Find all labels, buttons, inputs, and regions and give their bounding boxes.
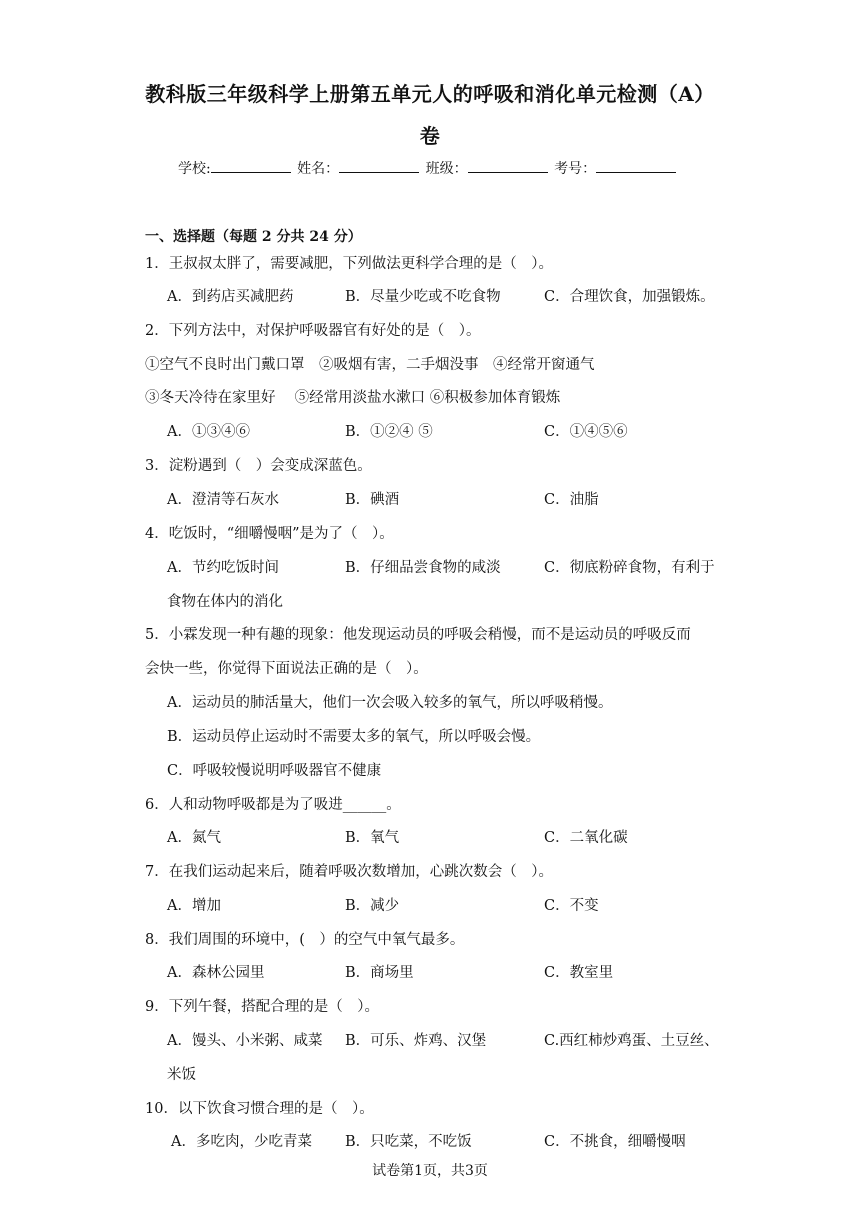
option-a: A．①③④⑥ <box>167 424 250 440</box>
option-a: A．多吃肉，少吃青菜 <box>171 1134 312 1150</box>
question-8: 8．我们周围的环境中，( ）的空气中氧气最多。 <box>145 932 465 948</box>
option-a: A．增加 <box>167 898 221 914</box>
question-9: 9．下列午餐，搭配合理的是（ ）。 <box>145 999 379 1015</box>
option-c: C．不变 <box>544 898 599 914</box>
question-7: 7．在我们运动起来后，随着呼吸次数增加，心跳次数会（ ）。 <box>145 864 553 880</box>
name-field[interactable] <box>339 160 419 173</box>
section-heading: 一、选择题（每题 2 分共 24 分） <box>145 229 362 245</box>
question-4: 4．吃饭时，“细嚼慢咽”是为了（ ）。 <box>145 526 394 542</box>
option-c: C．不挑食，细嚼慢咽 <box>544 1134 686 1150</box>
question-9-option-c-cont: 米饭 <box>167 1067 196 1083</box>
option-c: C．彻底粉碎食物，有利于 <box>544 560 715 576</box>
question-6: 6．人和动物呼吸都是为了吸进______。 <box>145 797 401 813</box>
option-b: B．氧气 <box>345 830 400 846</box>
class-field[interactable] <box>468 160 548 173</box>
option-a: A．森林公园里 <box>167 965 265 981</box>
question-5-option-a: A．运动员的肺活量大，他们一次会吸入较多的氧气，所以呼吸稍慢。 <box>167 695 613 711</box>
student-info-row <box>178 158 678 178</box>
question-5-option-c: C．呼吸较慢说明呼吸器官不健康 <box>167 763 382 779</box>
question-2: 2．下列方法中，对保护呼吸器官有好处的是（ ）。 <box>145 323 481 339</box>
name-label: 姓名： <box>297 161 340 177</box>
question-5-cont: 会快一些，你觉得下面说法正确的是（ ）。 <box>145 661 428 677</box>
exam-title-cont: 卷 <box>419 124 441 148</box>
option-c: C.西红柿炒鸡蛋、土豆丝、 <box>544 1033 719 1049</box>
option-b: B．尽量少吃或不吃食物 <box>345 289 501 305</box>
option-c: C．①④⑤⑥ <box>544 424 628 440</box>
option-a: A．氮气 <box>167 830 221 846</box>
question-1: 1．王叔叔太胖了，需要减肥，下列做法更科学合理的是（ ）。 <box>145 256 553 272</box>
option-a: A．到药店买减肥药 <box>167 289 294 305</box>
question-4-option-c-cont: 食物在体内的消化 <box>167 594 283 610</box>
option-c: C．油脂 <box>544 492 599 508</box>
option-c: C．二氧化碳 <box>544 830 628 846</box>
option-a: A．澄清等石灰水 <box>167 492 279 508</box>
exam-no-label: 考号： <box>554 161 597 177</box>
question-10: 10．以下饮食习惯合理的是（ ）。 <box>145 1101 374 1117</box>
option-c: C．合理饮食，加强锻炼。 <box>544 289 715 305</box>
exam-no-field[interactable] <box>596 160 676 173</box>
question-5: 5．小霖发现一种有趣的现象：他发现运动员的呼吸会稍慢，而不是运动员的呼吸反而 <box>145 627 691 643</box>
page-footer: 试卷第1页，共3页 <box>372 1163 488 1179</box>
option-b: B．仔细品尝食物的咸淡 <box>345 560 501 576</box>
option-b: B．①②④ ⑤ <box>345 424 433 440</box>
question-3: 3．淀粉遇到（ ）会变成深蓝色。 <box>145 458 372 474</box>
question-2-items-2: ③冬天冷待在家里好 ⑤经常用淡盐水漱口 ⑥积极参加体育锻炼 <box>145 390 561 406</box>
class-label: 班级： <box>425 161 468 177</box>
school-label: 学校: <box>178 161 211 177</box>
question-5-option-b: B．运动员停止运动时不需要太多的氧气，所以呼吸会慢。 <box>167 729 541 745</box>
school-field[interactable] <box>211 160 291 173</box>
option-c: C．教室里 <box>544 965 614 981</box>
question-2-items-1: ①空气不良时出门戴口罩 ②吸烟有害，二手烟没事 ④经常开窗通气 <box>145 357 595 373</box>
option-a: A．节约吃饭时间 <box>167 560 279 576</box>
option-b: B．可乐、炸鸡、汉堡 <box>345 1033 487 1049</box>
option-b: B．商场里 <box>345 965 414 981</box>
option-b: B．减少 <box>345 898 400 914</box>
exam-title: 教科版三年级科学上册第五单元人的呼吸和消化单元检测（A） <box>145 82 715 106</box>
option-b: B．只吃菜，不吃饭 <box>345 1134 472 1150</box>
option-b: B．碘酒 <box>345 492 400 508</box>
option-a: A．馒头、小米粥、咸菜 <box>167 1033 323 1049</box>
